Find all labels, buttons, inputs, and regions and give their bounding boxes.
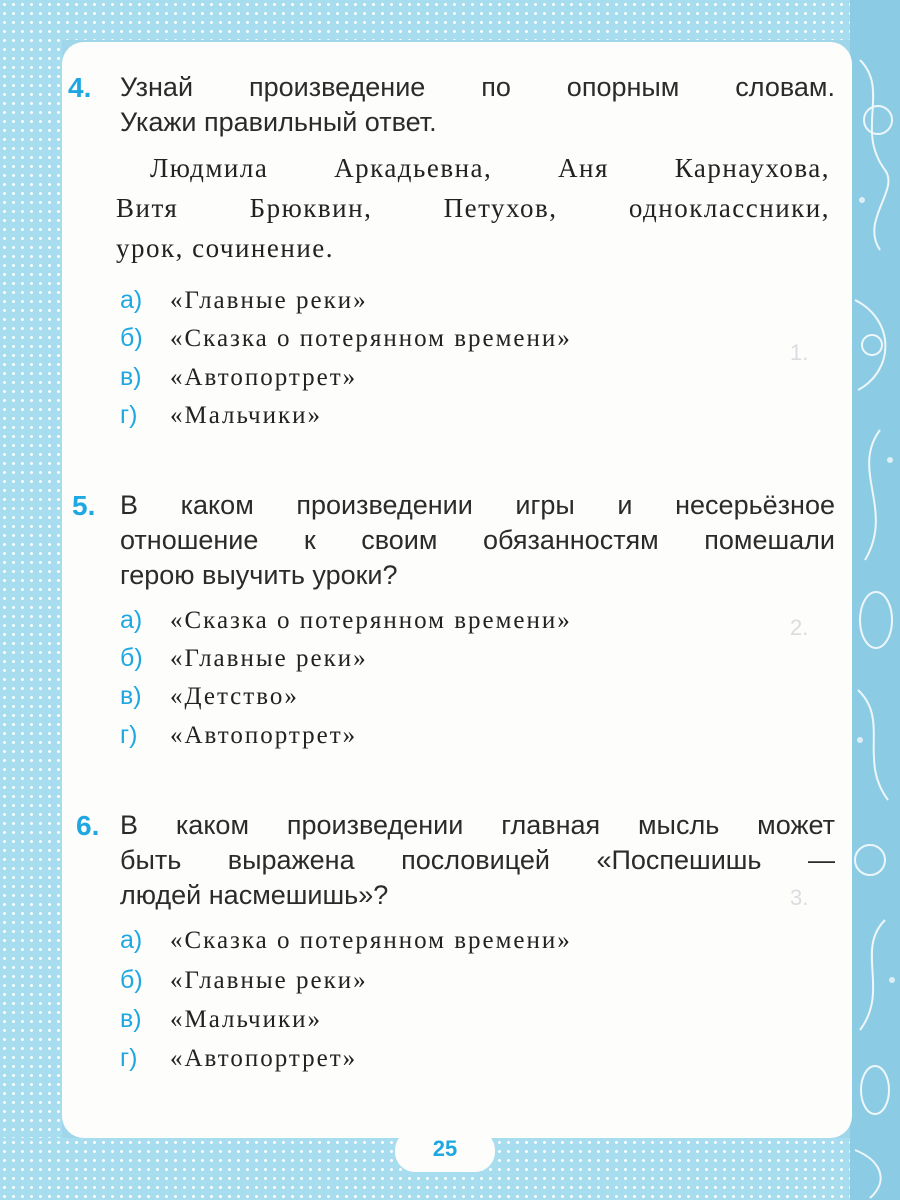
option-letter: а) <box>120 606 143 634</box>
question-number: 5. <box>72 490 96 521</box>
bleed-through-mark: 3. <box>790 885 809 910</box>
answer-option[interactable] <box>120 602 572 638</box>
decorative-border-top <box>0 0 900 40</box>
option-text: «Главные реки» <box>170 287 368 314</box>
option-letter: в) <box>120 363 142 391</box>
answer-option[interactable] <box>120 1001 322 1037</box>
option-text: «Мальчики» <box>170 402 322 429</box>
option-letter: в) <box>120 682 142 710</box>
option-letter: г) <box>120 721 138 749</box>
question-text-line: В каком произведении главная мысль может <box>120 810 835 840</box>
answer-option[interactable] <box>120 1040 357 1076</box>
question-text-line: быть выражена пословицей «Поспешишь — <box>120 845 835 875</box>
option-letter: в) <box>120 1005 142 1033</box>
option-text: «Детство» <box>170 683 299 710</box>
bleed-through-mark: 1. <box>790 340 809 365</box>
question-number: 6. <box>76 810 100 841</box>
decorative-border-left <box>0 0 62 1200</box>
keywords-line: Витя Брюквин, Петухов, одноклассники, <box>116 193 830 223</box>
option-letter: б) <box>120 966 143 994</box>
option-text: «Главные реки» <box>170 967 368 994</box>
page-number: 25 <box>395 1130 495 1172</box>
option-text: «Автопортрет» <box>170 722 358 749</box>
question-text-line: отношение к своим обязанностям помешали <box>120 525 835 555</box>
option-text: «Главные реки» <box>170 645 368 672</box>
question-text-line: герою выучить уроки? <box>120 560 398 590</box>
option-text: «Автопортрет» <box>170 364 358 391</box>
bleed-through-mark: 2. <box>790 615 809 640</box>
question-text-line: людей насмешишь»? <box>120 880 389 910</box>
answer-option[interactable] <box>120 320 572 356</box>
option-letter: г) <box>120 401 138 429</box>
question-number: 4. <box>68 72 92 103</box>
question-text-line: Укажи правильный ответ. <box>120 107 437 137</box>
option-letter: а) <box>120 926 143 954</box>
answer-option[interactable] <box>120 922 572 958</box>
answer-option[interactable] <box>120 282 368 318</box>
answer-option[interactable] <box>120 640 368 676</box>
option-letter: б) <box>120 324 143 352</box>
option-letter: г) <box>120 1044 138 1072</box>
option-letter: б) <box>120 644 143 672</box>
option-text: «Сказка о потерянном времени» <box>170 607 572 634</box>
answer-option[interactable] <box>120 962 368 998</box>
floral-border-right <box>850 0 900 1200</box>
option-text: «Мальчики» <box>170 1006 322 1033</box>
option-letter: а) <box>120 286 143 314</box>
answer-option[interactable] <box>120 717 357 753</box>
keywords-line: Людмила Аркадьевна, Аня Карнаухова, <box>150 153 830 183</box>
question-text-line: Узнай произведение по опорным словам. <box>120 72 835 102</box>
keywords-line: урок, сочинение. <box>116 233 334 263</box>
answer-option[interactable] <box>120 678 299 714</box>
answer-option[interactable] <box>120 397 322 433</box>
option-text: «Автопортрет» <box>170 1045 358 1072</box>
question-text-line: В каком произведении игры и несерьёзное <box>120 490 835 520</box>
option-text: «Сказка о потерянном времени» <box>170 927 572 954</box>
option-text: «Сказка о потерянном времени» <box>170 325 572 352</box>
answer-option[interactable] <box>120 359 357 395</box>
floral-ornament-icon <box>850 0 900 1200</box>
